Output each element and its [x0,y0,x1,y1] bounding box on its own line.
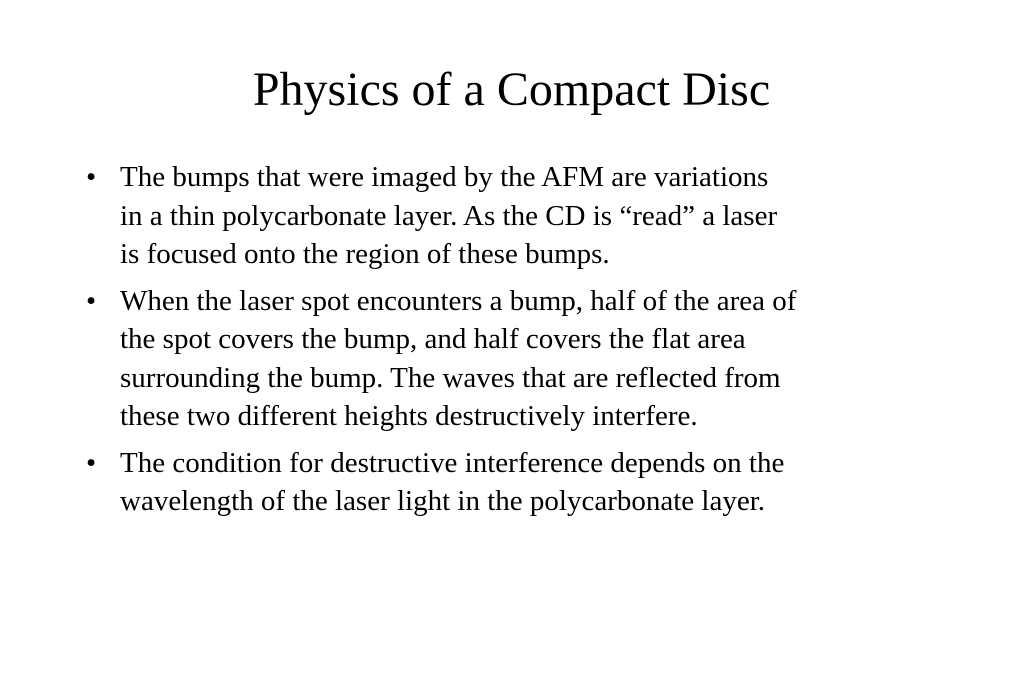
bullet-item [86,158,966,274]
bullet-text-line: wavelength of the laser light in the polycarbonate layer. [120,485,766,517]
bullet-item [86,282,966,436]
bullet-item [86,444,966,521]
bullet-list [86,158,966,529]
bullet-marker: • [86,161,97,193]
bullet-text-line: When the laser spot encounters a bump, half of the area of [120,284,797,317]
bullet-text-line: surrounding the bump. The waves that are reflected from [120,361,781,394]
bullet-text-line: in a thin polycarbonate layer. As the CD is “read” a laser [120,199,778,232]
bullet-marker: • [86,446,97,479]
bullet-text-line: The condition for destructive interference depends on the [120,446,785,479]
slide-title: Physics of a Compact Disc [252,63,771,116]
bullet-text-line: is focused onto the region of these bumps. [120,238,610,270]
bullet-text-line: The bumps that were imaged by the AFM are variations [120,161,769,193]
bullet-marker: • [86,284,97,317]
bullet-text-line: these two different heights destructively interfere. [120,400,698,432]
bullet-text-line: the spot covers the bump, and half covers the flat area [120,323,746,355]
